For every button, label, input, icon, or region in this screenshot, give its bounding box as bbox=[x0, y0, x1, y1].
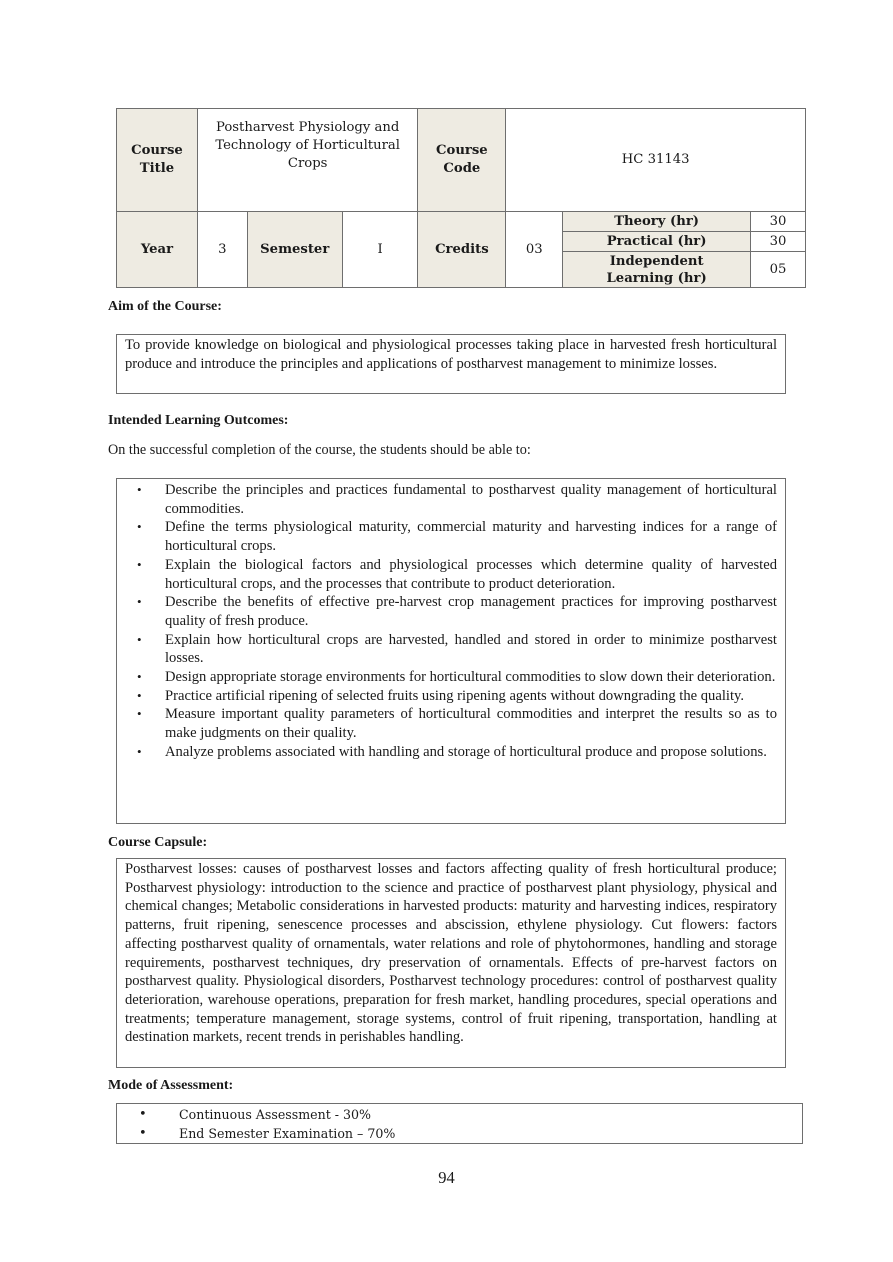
course-code-value: HC 31143 bbox=[506, 109, 806, 212]
ilo-item: • Measure important quality parameters of horticultural commodities and interpret the results so as to make judgments on their quality. bbox=[137, 706, 777, 742]
theory-hours-label: Theory (hr) bbox=[563, 212, 751, 232]
course-title-value: Postharvest Physiology and Technology of Horticultural Crops bbox=[197, 109, 418, 212]
page-number: 94 bbox=[438, 1168, 455, 1187]
bullet-icon: • bbox=[137, 482, 142, 497]
aim-heading: Aim of the Course: bbox=[108, 299, 222, 314]
ilo-item: • Describe the principles and practices fundamental to postharvest quality management of horticultural commodities. bbox=[137, 482, 777, 517]
ilo-item: • Analyze problems associated with handling and storage of horticultural produce and propose solutions. bbox=[137, 743, 767, 760]
course-info-table bbox=[116, 108, 806, 288]
practical-hours-value: 30 bbox=[751, 232, 806, 252]
assessment-item: • Continuous Assessment - 30% bbox=[139, 1107, 372, 1122]
assessment-box bbox=[116, 1103, 803, 1144]
bullet-icon: • bbox=[137, 519, 142, 535]
ilo-item: • Explain how horticultural crops are harvested, handled and stored in order to minimize postharvest losses. bbox=[137, 631, 777, 667]
ilo-item: • Explain the biological factors and physiological processes which determine quality of harvested horticultural crops, and the processes that contribute to product deterioration. bbox=[137, 556, 777, 592]
year-value: 3 bbox=[197, 212, 247, 288]
aim-box: To provide knowledge on biological and physiological processes taking place in harvested fresh horticultural produce and introduce the principles and applications of postharvest management to minimize losses. bbox=[116, 334, 786, 394]
ilo-heading: Intended Learning Outcomes: bbox=[108, 413, 289, 428]
ilo-item: • Practice artificial ripening of selected fruits using ripening agents without downgrading the quality. bbox=[137, 687, 744, 704]
bullet-icon: • bbox=[137, 669, 142, 685]
bullet-icon: • bbox=[137, 556, 142, 572]
ilo-box bbox=[116, 478, 786, 824]
course-title-label: Course Title bbox=[117, 109, 198, 212]
bullet-icon: • bbox=[139, 1126, 147, 1141]
bullet-icon: • bbox=[137, 687, 142, 703]
assessment-list bbox=[117, 1105, 794, 1143]
independent-learning-hours-label: Independent Learning (hr) bbox=[563, 252, 751, 288]
assessment-heading: Mode of Assessment: bbox=[108, 1078, 234, 1093]
ilo-item: • Describe the benefits of effective pre-harvest crop management practices for improving postharvest quality of fresh produce. bbox=[137, 594, 777, 629]
bullet-icon: • bbox=[137, 743, 142, 759]
capsule-heading: Course Capsule: bbox=[108, 835, 208, 850]
theory-hours-value: 30 bbox=[751, 212, 806, 232]
practical-hours-label: Practical (hr) bbox=[563, 232, 751, 252]
assessment-item: • End Semester Examination – 70% bbox=[139, 1126, 396, 1141]
credits-label: Credits bbox=[418, 212, 506, 288]
bullet-icon: • bbox=[137, 631, 142, 647]
year-label: Year bbox=[117, 212, 198, 288]
capsule-box: Postharvest losses: causes of postharvest losses and factors affecting quality of fresh horticultural produce; Postharvest physiology: introduction to the science and practice of postharvest plant physiology, physical and chemical changes; Metabolic considerations in harvested products: maturity and harvesting indices, respiratory patterns, fruit ripening, senescence processes and abscission, ethylene physiology. Cut flowers: factors affecting postharvest quality of ornamentals, water relations and role of phytohormones, handling and storage requirements, postharvest techniques, dry preservation of ornamentals. Effects of pre-harvest factors on postharvest quality. Physiological disorders, Postharvest technology procedures: control of postharvest quality deterioration, warehouse operations, preparation for fresh market, handling procedures, special operations and treatments; temperature management, storage systems, control of fruit ripening, transportation, handling at destination markets, recent trends in perishables handling. bbox=[116, 858, 786, 1068]
bullet-icon: • bbox=[137, 594, 142, 610]
ilo-intro: On the successful completion of the course, the students should be able to: bbox=[108, 442, 531, 458]
ilo-list bbox=[117, 481, 777, 762]
bullet-icon: • bbox=[139, 1107, 147, 1122]
independent-learning-hours-value: 05 bbox=[751, 252, 806, 288]
course-code-label: Course Code bbox=[418, 109, 506, 212]
semester-value: I bbox=[342, 212, 418, 288]
ilo-item: • Design appropriate storage environments for horticultural commodities to slow down their deterioration. bbox=[137, 669, 776, 686]
ilo-item: • Define the terms physiological maturity, commercial maturity and harvesting indices for a range of horticultural crops. bbox=[137, 519, 777, 555]
credits-value: 03 bbox=[506, 212, 563, 288]
semester-label: Semester bbox=[247, 212, 342, 288]
bullet-icon: • bbox=[137, 706, 142, 722]
